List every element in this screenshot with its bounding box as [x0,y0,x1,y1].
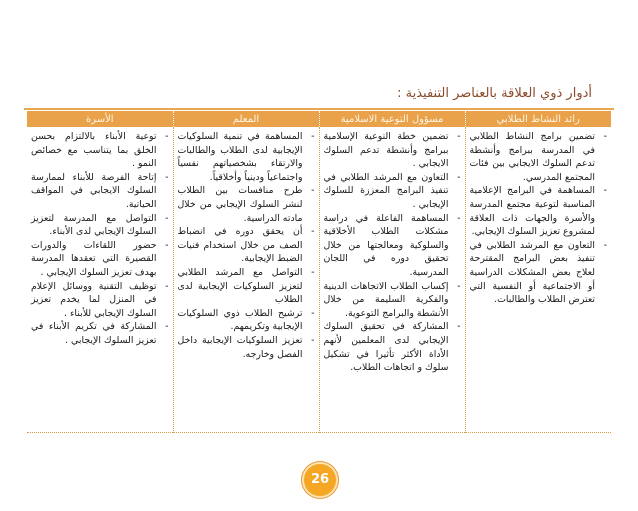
header-teacher: المعلم [173,111,319,127]
column-family [27,127,173,433]
table-header-row [27,111,611,127]
list-item: - إكساب الطلاب الاتجاهات الدينية والفكرية السليمة من خلال الأنشطة والبرامج التوعوية. [324,280,461,321]
list-item: - توعية الأبناء بالالتزام بحسن الخلق بما يتناسب مع خصائص النمو . [31,130,169,171]
column-teacher [173,127,319,433]
header-islamic-awareness-officer: مسؤول التوعية الاسلامية [319,111,465,127]
list-item: - المساهمة في البرامج الإعلامية المناسبة لتوعية مجتمع المدرسة والأسرة والجهات ذات العلاقة لمشروع تعزيز السلوك الإيجابي. [470,184,608,238]
page-title: أدوار ذوي العلاقة بالعناصر التنفيذية : [397,86,592,101]
role-list [178,130,315,361]
list-item: - تعزيز السلوكيات الإيجابية داخل الفصل وخارجه. [178,334,315,361]
list-item: - التواصل مع المرشد الطلابي لتعزيز السلوكيات الإيجابية لدى الطلاب [178,266,315,307]
list-item: - التعاون مع المرشد الطلابي في تنفيذ بعض البرامج المقترحة لعلاج بعض المشكلات الدراسية أو الاجتماعية أو النفسية التي تعترض الطلاب والطالبات. [470,239,608,307]
list-item: - إتاحة الفرصة للأبناء لممارسة السلوك الايجابي في المواقف الحياتية. [31,171,169,212]
list-item: - أن يحقق دوره في انضباط الصف من خلال استخدام فنيات الضبط الإيجابية. [178,225,315,266]
list-item: - المساهمة في تنمية السلوكيات الإيجابية لدى الطلاب والطالبات والارتقاء بشخصياتهم نفسياً واجتماعياً ودينياً وأخلاقياً. [178,130,315,184]
header-rule [24,108,614,110]
role-list [31,130,169,348]
list-item: - المشاركة في تحقيق السلوك الإيجابي لدى المعلمين لأنهم الأداة الأكثر تأثيرا في تشكيل سلوك و اتجاهات الطلاب. [324,320,461,374]
column-islamic-awareness-officer [319,127,465,433]
column-student-activity-leader [465,127,611,433]
page-number-badge: 26 [302,462,338,498]
roles-table [27,111,611,433]
list-item: - حضور اللقاءات والدورات القصيرة التي تعقدها المدرسة بهدف تعزيز السلوك الإيجابي . [31,239,169,280]
list-item: - تضمين خطة التوعية الإسلامية ببرامج وأنشطة تدعم السلوك الايجابي . [324,130,461,171]
table-body-row [27,127,611,433]
list-item: - طرح منافسات بين الطلاب لنشر السلوك الإيجابي من خلال مادته الدراسية. [178,184,315,225]
role-list [324,130,461,375]
header-student-activity-leader: رائد النشاط الطلابي [465,111,611,127]
list-item: - التعاون مع المرشد الطلابي في تنفيذ البرامج المعززة للسلوك الإيجابي . [324,171,461,212]
list-item: - المساهمة الفاعلة في دراسة مشكلات الطلاب الأخلاقية والسلوكية ومعالجتها من خلال تحقيق دوره في اللجان المدرسية. [324,212,461,280]
list-item: - ترشيح الطلاب ذوي السلوكيات الإيجابية وتكريمهم. [178,307,315,334]
list-item: - توظيف التقنية ووسائل الإعلام في المنزل لما يخدم تعزيز السلوك الإيجابي للأبناء . [31,280,169,321]
list-item: - تضمين برامج النشاط الطلابي في المدرسة ببرامج وأنشطة تدعم السلوك الايجابي بين فئات المجتمع المدرسي. [470,130,608,184]
header-family: الأسرة [27,111,173,127]
list-item: - المشاركة في تكريم الأبناء في تعزيز السلوك الإيجابي . [31,320,169,347]
list-item: - التواصل مع المدرسة لتعزيز السلوك الإيجابي لدى الأبناء. [31,212,169,239]
role-list [470,130,608,307]
